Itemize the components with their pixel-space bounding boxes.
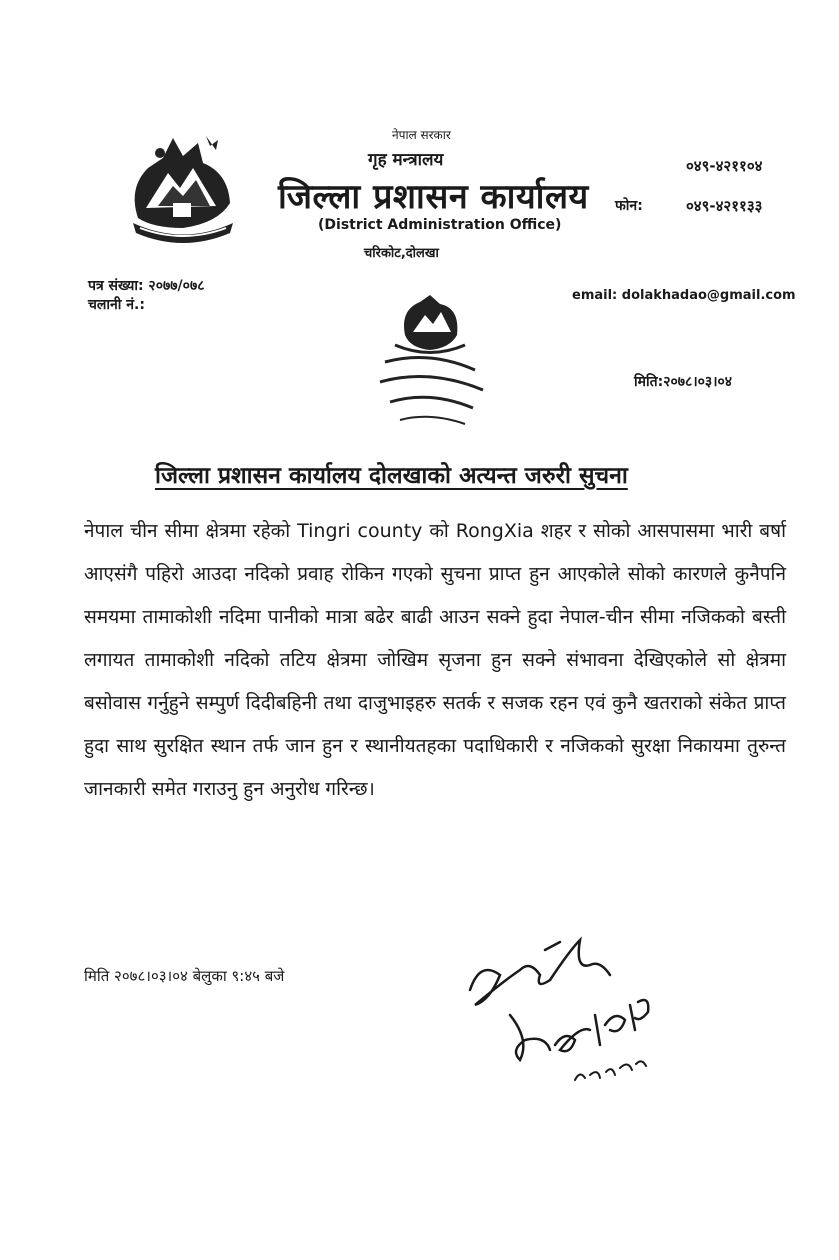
letter-date: मिति:२०७८।०३।०४ — [634, 374, 733, 390]
phone-number-2: ०४९-४२११३३ — [686, 197, 763, 215]
phone-label: फोन: — [615, 198, 643, 214]
nepal-emblem-icon — [118, 128, 248, 243]
office-name: जिल्ला प्रशासन कार्यालय — [278, 177, 589, 217]
notice-body: नेपाल चीन सीमा क्षेत्रमा रहेको Tingri county को RongXia शहर र सोको आसपासमा भारी बर्षा आएसंगै पहिरो आउदा नदिको प्रवाह रोकिन गएको सुचना प्राप्त हुन आएकोले सोको कारणले कुनैपनि समयमा तामाकोशी नदिमा पानीको मात्रा बढेर बाढी आउन सक्ने हुदा नेपाल-चीन सीमा नजिकको बस्ती लगायत तामाकोशी नदिको तटिय क्षेत्रमा जोखिम सृजना हुन सक्ने संभावना देखिएकोले सो क्षेत्रमा बसोवास गर्नुहुने सम्पुर्ण दिदीबहिनी तथा दाजुभाइहरु सतर्क र सजक रहन एवं कुनै खतराको संकेत प्राप्त हुदा साथ सुरक्षित स्थान तर्फ जान हुन र स्थानीयतहका पदाधिकारी र नजिकको सुरक्षा निकायमा तुरुन्त जानकारी समेत गराउनु हुन अनुरोध गरिन्छ। — [84, 520, 786, 800]
notice-title: जिल्ला प्रशासन कार्यालय दोलखाको अत्यन्त जरुरी सुचना — [155, 463, 628, 489]
office-name-english: (District Administration Office) — [318, 217, 562, 233]
handwritten-signature — [450, 930, 680, 1100]
office-location: चरिकोट,दोलखा — [364, 246, 439, 261]
phone-number-1: ०४९-४२११०४ — [686, 157, 763, 175]
issue-date-time: मिति २०७८।०३।०४ बेलुका ९:४५ बजे — [84, 967, 285, 985]
email-address: email: dolakhadao@gmail.com — [572, 288, 796, 303]
office-seal-stamp — [355, 290, 505, 435]
dispatch-number: चलानी नं.: — [88, 297, 145, 313]
ministry-name: गृह मन्त्रालय — [368, 150, 444, 170]
letter-number: पत्र संख्या: २०७७/०७८ — [88, 278, 205, 294]
government-label: नेपाल सरकार — [392, 128, 451, 142]
